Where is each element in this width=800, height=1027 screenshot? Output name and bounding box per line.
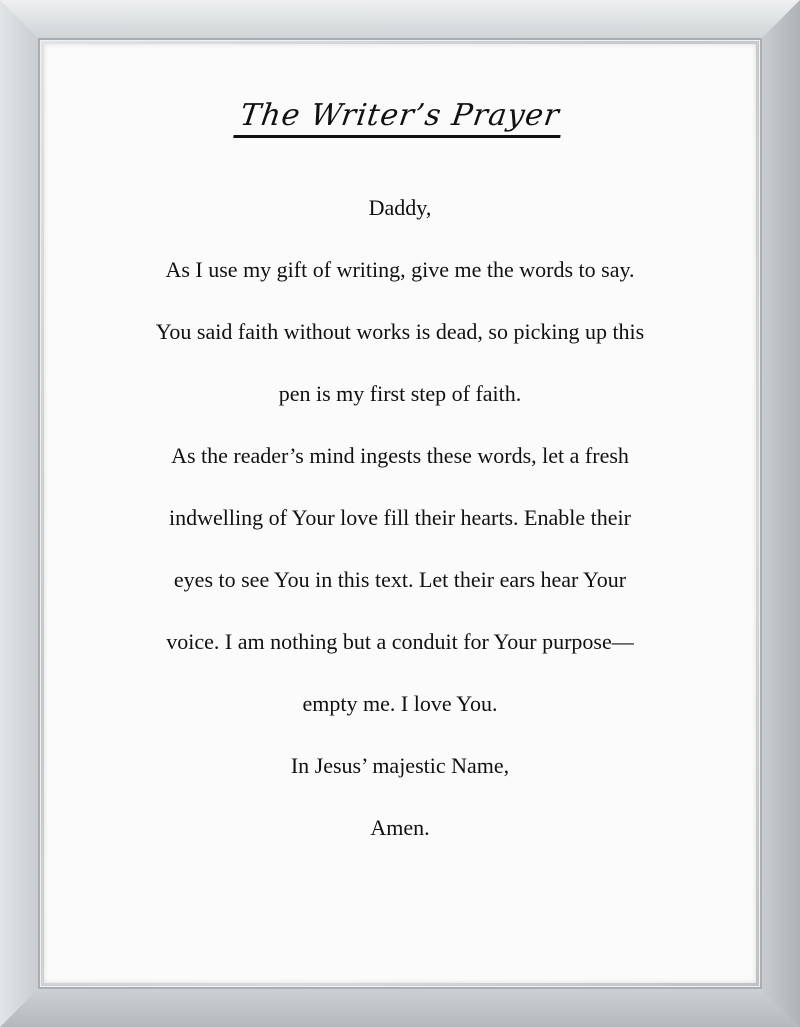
document-title: The Writer’s Prayer [234,98,567,138]
closing: In Jesus’ majestic Name, [290,753,510,778]
paragraph1-line3: pen is my first step of faith. [278,381,522,406]
paragraph2-line1: As the reader’s mind ingests these words, let a fresh [171,443,629,468]
paragraph1-line1: As I use my gift of writing, give me the words to say. [165,257,635,282]
paragraph2-line3: eyes to see You in this text. Let their ears hear Your [173,567,627,592]
frame-top [0,0,800,40]
paragraph2-line2: indwelling of Your love fill their hearts. Enable their [169,505,631,530]
frame-bottom [0,987,800,1027]
title-container [0,98,800,138]
frame-right [760,0,800,1027]
frame-left [0,0,40,1027]
prayer-body [70,186,730,868]
salutation: Daddy, [368,195,432,220]
paragraph2-line4: voice. I am nothing but a conduit for Your purpose— [166,629,634,654]
signoff: Amen. [370,815,430,840]
paragraph1-line2: You said faith without works is dead, so picking up this [155,319,645,344]
paragraph2-line5: empty me. I love You. [302,691,498,716]
